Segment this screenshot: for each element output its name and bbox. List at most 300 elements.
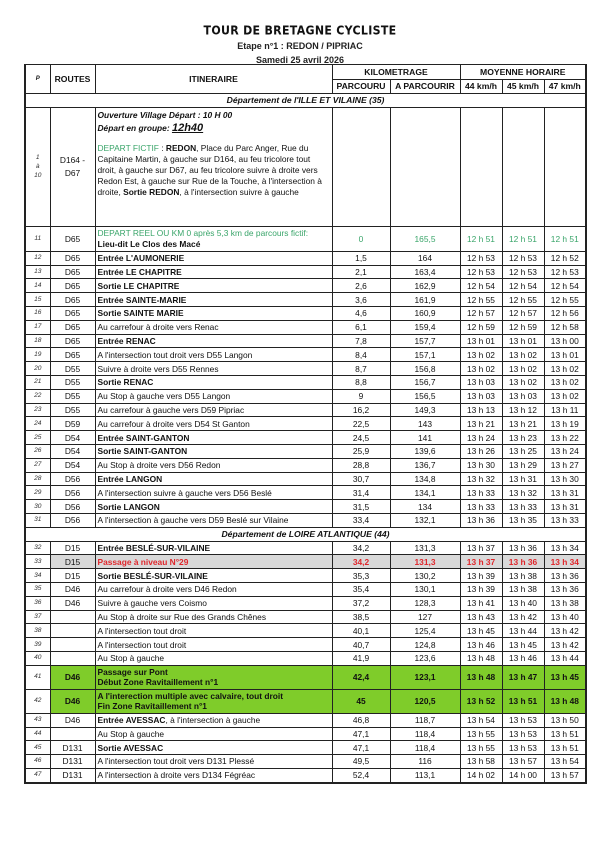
row-itineraire: Sortie LE CHAPITRE <box>95 279 332 293</box>
row-t47: 13 h 51 <box>544 741 586 755</box>
row-route: D55 <box>50 389 95 403</box>
intro-km <box>332 107 390 226</box>
fictif-label: DEPART FICTIF <box>97 142 159 153</box>
row-itineraire: Entrée SAINTE-MARIE <box>95 293 332 307</box>
table-row <box>25 610 586 624</box>
row-t44: 13 h 45 <box>460 624 502 638</box>
row-km: 52,4 <box>332 768 390 782</box>
row-rest: 130,2 <box>390 569 460 583</box>
row-t44: 13 h 02 <box>460 362 502 376</box>
row-km: 8,8 <box>332 375 390 389</box>
row-t45: 12 h 59 <box>502 320 544 334</box>
row-km: 25,9 <box>332 444 390 458</box>
row-t47: 13 h 57 <box>544 768 586 782</box>
row-itineraire: A l'intersection à gauche vers D59 Beslé sur Vilaine <box>95 513 332 527</box>
group-departure <box>98 123 330 134</box>
table-row <box>25 472 586 486</box>
row-t44: 13 h 26 <box>460 444 502 458</box>
col-header-47: 47 km/h <box>544 79 586 94</box>
row-km: 35,3 <box>332 569 390 583</box>
intro-p-mid: à <box>35 163 40 171</box>
row-t44: 13 h 43 <box>460 610 502 624</box>
col-header-itineraire: ITINERAIRE <box>95 65 332 94</box>
fictif-text-1: , Place du Parc Anger, Rue du Capitaine Martin, à gauche sur D164, au feu tricolore tout droit, à gauche sur D67, au feu tricolore suivre à droite vers Redon Est, à gauche sur Rue de la Touche, à l'intersection à droite, <box>97 142 322 197</box>
row-t44: 13 h 55 <box>460 741 502 755</box>
row-itineraire: Au Stop à gauche vers D55 Langon <box>95 389 332 403</box>
row-t44: 12 h 59 <box>460 320 502 334</box>
row-t45: 13 h 36 <box>502 541 544 555</box>
row-t44: 13 h 33 <box>460 500 502 514</box>
table-row <box>25 320 586 334</box>
row-km: 28,8 <box>332 458 390 472</box>
row-route: D56 <box>50 500 95 514</box>
row-route: D131 <box>50 741 95 755</box>
row-km: 22,5 <box>332 417 390 431</box>
ravitaillement-line1: Passage sur Pont <box>97 666 168 677</box>
start-line-2: Lieu-dit Le Clos des Macé <box>97 238 201 249</box>
row-itineraire: Sortie BESLÉ-SUR-VILAINE <box>95 569 332 583</box>
row-rest: 143 <box>390 417 460 431</box>
row-t44: 13 h 02 <box>460 348 502 362</box>
row-t44: 13 h 03 <box>460 375 502 389</box>
row-p: 37 <box>25 610 50 624</box>
row-rest: 118,4 <box>390 727 460 741</box>
row-route: D15 <box>50 541 95 555</box>
row-route: D65 <box>50 265 95 279</box>
row-t45: 13 h 53 <box>502 713 544 727</box>
row-p: 27 <box>25 458 50 472</box>
row-route <box>50 624 95 638</box>
row-rest: 132,1 <box>390 513 460 527</box>
row-rest: 156,7 <box>390 375 460 389</box>
row-t44: 13 h 58 <box>460 755 502 769</box>
row-rest: 124,8 <box>390 638 460 652</box>
row-p: 30 <box>25 500 50 514</box>
row-t45: 13 h 12 <box>502 403 544 417</box>
row-t44: 13 h 37 <box>460 555 502 569</box>
row-p: 46 <box>25 755 50 769</box>
fictif-sep: : <box>158 142 166 153</box>
row-t45: 13 h 38 <box>502 569 544 583</box>
row-t47: 13 h 50 <box>544 713 586 727</box>
row-t45: 13 h 44 <box>502 624 544 638</box>
row-t45: 13 h 33 <box>502 500 544 514</box>
row-km: 35,4 <box>332 582 390 596</box>
row-rest: 118,7 <box>390 713 460 727</box>
intro-routes <box>50 107 95 226</box>
row-t45: 13 h 29 <box>502 458 544 472</box>
roadbook-table <box>24 64 587 784</box>
row43-text: , à l'intersection à gauche <box>165 715 261 726</box>
department-label: Département de LOIRE ATLANTIQUE (44) <box>25 527 586 541</box>
row-p: 40 <box>25 651 50 665</box>
row-km: 47,1 <box>332 727 390 741</box>
department-row <box>25 94 586 108</box>
row-t44: 13 h 32 <box>460 472 502 486</box>
row-t47: 13 h 42 <box>544 624 586 638</box>
row-rest: 120,5 <box>390 689 460 713</box>
row-km: 38,5 <box>332 610 390 624</box>
row-t44: 12 h 57 <box>460 306 502 320</box>
row-t44: 13 h 55 <box>460 727 502 741</box>
row-km: 16,2 <box>332 403 390 417</box>
table-row <box>25 458 586 472</box>
row-itineraire: Au Stop à droite vers D56 Redon <box>95 458 332 472</box>
row-t44: 13 h 46 <box>460 638 502 652</box>
row-itineraire: A l'intersection tout droit <box>95 638 332 652</box>
row-km: 31,5 <box>332 500 390 514</box>
fictif-text-2: , à l'intersection suivre à gauche <box>179 186 299 197</box>
table-row <box>25 651 586 665</box>
department-row <box>25 527 586 541</box>
row-itineraire <box>95 665 332 689</box>
row-itineraire: Au carrefour à droite vers D46 Redon <box>95 582 332 596</box>
table-row <box>25 389 586 403</box>
start-line-1: DEPART REEL OU KM 0 après 5,3 km de parcours fictif: <box>97 228 309 239</box>
row-itineraire <box>95 713 332 727</box>
intro-itineraire <box>95 107 332 226</box>
row-km: 49,5 <box>332 755 390 769</box>
row-p: 24 <box>25 417 50 431</box>
row-t44: 13 h 21 <box>460 417 502 431</box>
row-p: 42 <box>25 689 50 713</box>
intro-t47 <box>544 107 586 226</box>
row-p: 38 <box>25 624 50 638</box>
row-t44: 13 h 03 <box>460 389 502 403</box>
row-km: 8,4 <box>332 348 390 362</box>
row-p: 28 <box>25 472 50 486</box>
row-km: 31,4 <box>332 486 390 500</box>
row-t47: 13 h 34 <box>544 541 586 555</box>
row-t47: 12 h 53 <box>544 265 586 279</box>
table-row <box>25 251 586 265</box>
fictif-sortie: Sortie REDON <box>123 186 180 197</box>
row-itineraire: Au Stop à gauche <box>95 727 332 741</box>
row-rest: 156,8 <box>390 362 460 376</box>
row-p: 12 <box>25 251 50 265</box>
row-rest: 139,6 <box>390 444 460 458</box>
row-km: 33,4 <box>332 513 390 527</box>
row-route: D56 <box>50 513 95 527</box>
row-km: 1,5 <box>332 251 390 265</box>
row-t44: 13 h 13 <box>460 403 502 417</box>
row-t47: 13 h 36 <box>544 582 586 596</box>
table-row <box>25 348 586 362</box>
row-p: 19 <box>25 348 50 362</box>
stage-subtitle: Etape n°1 : REDON / PIPRIAC <box>237 41 363 51</box>
row-itineraire: A l'intersection tout droit <box>95 624 332 638</box>
row-rest: 164 <box>390 251 460 265</box>
row-t45: 12 h 51 <box>502 226 544 251</box>
row-p: 17 <box>25 320 50 334</box>
table-row <box>25 727 586 741</box>
row-route: D54 <box>50 458 95 472</box>
row-t47: 13 h 02 <box>544 362 586 376</box>
row-itineraire: Au Stop à gauche <box>95 651 332 665</box>
row-km: 6,1 <box>332 320 390 334</box>
row-route: D46 <box>50 596 95 610</box>
row-route: D55 <box>50 362 95 376</box>
row-t47: 13 h 45 <box>544 665 586 689</box>
row-t47: 12 h 56 <box>544 306 586 320</box>
row-km: 42,4 <box>332 665 390 689</box>
table-row <box>25 768 586 782</box>
row-rest: 134,8 <box>390 472 460 486</box>
row-t44: 13 h 36 <box>460 513 502 527</box>
row-t45: 13 h 38 <box>502 582 544 596</box>
row-itineraire: Entrée LANGON <box>95 472 332 486</box>
table-row <box>25 569 586 583</box>
table-row <box>25 624 586 638</box>
fictif-city: REDON <box>165 142 197 153</box>
row-km: 7,8 <box>332 334 390 348</box>
row-itineraire: Entrée LE CHAPITRE <box>95 265 332 279</box>
row-t47: 12 h 52 <box>544 251 586 265</box>
row-rest: 123,6 <box>390 651 460 665</box>
table-row <box>25 755 586 769</box>
table-row <box>25 265 586 279</box>
intro-t45 <box>502 107 544 226</box>
row-route: D65 <box>50 293 95 307</box>
table-row <box>25 417 586 431</box>
row-t47: 12 h 58 <box>544 320 586 334</box>
row-t44: 12 h 51 <box>460 226 502 251</box>
row-t45: 14 h 00 <box>502 768 544 782</box>
row-rest: 125,4 <box>390 624 460 638</box>
row-t45: 13 h 32 <box>502 486 544 500</box>
row-p: 11 <box>25 226 50 251</box>
row-route: D55 <box>50 403 95 417</box>
row-t44: 12 h 53 <box>460 251 502 265</box>
row-t47: 13 h 44 <box>544 651 586 665</box>
row-route: D65 <box>50 226 95 251</box>
row-t45: 13 h 40 <box>502 596 544 610</box>
row-t47: 13 h 30 <box>544 472 586 486</box>
group-departure-label: Départ en groupe: <box>97 122 172 133</box>
row-t44: 13 h 52 <box>460 689 502 713</box>
row-itineraire: Sortie SAINTE MARIE <box>95 306 332 320</box>
col-header-p: P <box>25 65 50 94</box>
table-row <box>25 541 586 555</box>
row-itineraire: Entrée L'AUMONERIE <box>95 251 332 265</box>
row-km: 2,1 <box>332 265 390 279</box>
row-km: 8,7 <box>332 362 390 376</box>
row-itineraire: Sortie SAINT-GANTON <box>95 444 332 458</box>
row-route: D65 <box>50 320 95 334</box>
row-t45: 13 h 35 <box>502 513 544 527</box>
row-route: D59 <box>50 417 95 431</box>
row-rest: 141 <box>390 431 460 445</box>
row-t47: 13 h 51 <box>544 727 586 741</box>
table-row <box>25 713 586 727</box>
row-t47: 13 h 31 <box>544 500 586 514</box>
intro-p-bot: 10 <box>34 172 42 180</box>
row-t44: 13 h 41 <box>460 596 502 610</box>
row-t44: 13 h 54 <box>460 713 502 727</box>
row-route <box>50 638 95 652</box>
row-itineraire: Passage à niveau N°29 <box>95 555 332 569</box>
row-t47: 13 h 11 <box>544 403 586 417</box>
col-header-routes: ROUTES <box>50 65 95 94</box>
row-route: D54 <box>50 431 95 445</box>
col-header-moyenne: MOYENNE HORAIRE <box>460 65 586 80</box>
intro-route-2: D67 <box>64 167 81 178</box>
row-itineraire: A l'intersection à droite vers D134 Fégréac <box>95 768 332 782</box>
row-p: 18 <box>25 334 50 348</box>
row-t47: 13 h 48 <box>544 689 586 713</box>
row-km: 41,9 <box>332 651 390 665</box>
row-t44: 13 h 01 <box>460 334 502 348</box>
row-rest: 165,5 <box>390 226 460 251</box>
row-rest: 136,7 <box>390 458 460 472</box>
fictif-paragraph <box>98 143 322 197</box>
row-rest: 130,1 <box>390 582 460 596</box>
row-rest: 156,5 <box>390 389 460 403</box>
village-opening: Ouverture Village Départ : 10 H 00 <box>97 109 233 120</box>
table-row <box>25 596 586 610</box>
row-t45: 13 h 36 <box>502 555 544 569</box>
row-t45: 13 h 25 <box>502 444 544 458</box>
row-t44: 13 h 39 <box>460 569 502 583</box>
row-t45: 13 h 03 <box>502 389 544 403</box>
table-row <box>25 513 586 527</box>
row-t45: 13 h 45 <box>502 638 544 652</box>
row-route: D54 <box>50 444 95 458</box>
row-km: 0 <box>332 226 390 251</box>
start-row <box>25 226 586 251</box>
group-departure-time: 12h40 <box>171 121 204 134</box>
col-header-kilometrage: KILOMETRAGE <box>332 65 460 80</box>
row-route: D65 <box>50 279 95 293</box>
row-t47: 13 h 38 <box>544 596 586 610</box>
row-t45: 13 h 02 <box>502 375 544 389</box>
row-p: 43 <box>25 713 50 727</box>
row-t44: 12 h 55 <box>460 293 502 307</box>
row-route <box>50 651 95 665</box>
row-t45: 13 h 02 <box>502 348 544 362</box>
row-p: 45 <box>25 741 50 755</box>
ravitaillement-row <box>25 689 586 713</box>
row-km: 40,1 <box>332 624 390 638</box>
row-itineraire: A l'intersection tout droit vers D55 Langon <box>95 348 332 362</box>
row-itineraire: Au carrefour à droite vers D54 St Ganton <box>95 417 332 431</box>
row-p: 14 <box>25 279 50 293</box>
table-row <box>25 444 586 458</box>
row-km: 24,5 <box>332 431 390 445</box>
row-t45: 13 h 46 <box>502 651 544 665</box>
row-route: D65 <box>50 334 95 348</box>
row-route: D131 <box>50 755 95 769</box>
row-rest: 127 <box>390 610 460 624</box>
row-t44: 13 h 39 <box>460 582 502 596</box>
row-p: 16 <box>25 306 50 320</box>
row-t44: 14 h 02 <box>460 768 502 782</box>
row-km: 30,7 <box>332 472 390 486</box>
intro-p <box>25 107 50 226</box>
table-row <box>25 362 586 376</box>
row-itineraire: Au carrefour à gauche vers D59 Pipriac <box>95 403 332 417</box>
intro-t44 <box>460 107 502 226</box>
row-t47: 13 h 01 <box>544 348 586 362</box>
ravitaillement-line1: A l'interection multiple avec calvaire, tout droit <box>97 690 284 701</box>
row-t45: 12 h 55 <box>502 293 544 307</box>
row-t45: 12 h 57 <box>502 306 544 320</box>
table-row <box>25 431 586 445</box>
row-km: 46,8 <box>332 713 390 727</box>
row-route: D131 <box>50 768 95 782</box>
row-km: 2,6 <box>332 279 390 293</box>
row-rest: 131,3 <box>390 555 460 569</box>
spacer <box>98 134 330 143</box>
row-t45: 13 h 57 <box>502 755 544 769</box>
row-itineraire: Au carrefour à droite vers Renac <box>95 320 332 334</box>
col-header-parcouru: PARCOURU <box>332 79 390 94</box>
race-title: TOUR DE BRETAGNE CYCLISTE <box>203 23 397 38</box>
row-t44: 12 h 54 <box>460 279 502 293</box>
row-t47: 13 h 02 <box>544 375 586 389</box>
row-p: 35 <box>25 582 50 596</box>
row-km: 4,6 <box>332 306 390 320</box>
row-itineraire: Entrée SAINT-GANTON <box>95 431 332 445</box>
row-route <box>50 727 95 741</box>
row-route: D46 <box>50 665 95 689</box>
row-p: 34 <box>25 569 50 583</box>
row-itineraire <box>95 689 332 713</box>
row-t45: 13 h 42 <box>502 610 544 624</box>
row-rest: 116 <box>390 755 460 769</box>
row-rest: 149,3 <box>390 403 460 417</box>
row-t47: 13 h 54 <box>544 755 586 769</box>
row-p: 39 <box>25 638 50 652</box>
row-itineraire: Suivre à droite vers D55 Rennes <box>95 362 332 376</box>
row-route: D56 <box>50 486 95 500</box>
row-route: D46 <box>50 689 95 713</box>
row-t44: 13 h 37 <box>460 541 502 555</box>
row-t45: 13 h 31 <box>502 472 544 486</box>
row-rest: 160,9 <box>390 306 460 320</box>
row-itineraire: Au Stop à droite sur Rue des Grands Chênes <box>95 610 332 624</box>
row-t47: 12 h 51 <box>544 226 586 251</box>
row-rest: 113,1 <box>390 768 460 782</box>
row-itineraire: Sortie AVESSAC <box>95 741 332 755</box>
row-p: 25 <box>25 431 50 445</box>
row-t47: 13 h 36 <box>544 569 586 583</box>
row-km: 40,7 <box>332 638 390 652</box>
row-t44: 13 h 30 <box>460 458 502 472</box>
row-p: 13 <box>25 265 50 279</box>
intro-row <box>25 107 586 226</box>
row-t45: 13 h 02 <box>502 362 544 376</box>
row-t45: 13 h 23 <box>502 431 544 445</box>
row-itineraire: Sortie LANGON <box>95 500 332 514</box>
row-t45: 12 h 54 <box>502 279 544 293</box>
table-row <box>25 375 586 389</box>
row-p: 29 <box>25 486 50 500</box>
row-route: D46 <box>50 582 95 596</box>
row-p: 21 <box>25 375 50 389</box>
row-t47: 13 h 42 <box>544 638 586 652</box>
row-rest: 128,3 <box>390 596 460 610</box>
row-t44: 13 h 48 <box>460 651 502 665</box>
row-t47: 13 h 27 <box>544 458 586 472</box>
row-p: 23 <box>25 403 50 417</box>
row-p: 22 <box>25 389 50 403</box>
row-t47: 13 h 24 <box>544 444 586 458</box>
department-label: Département de l'ILLE ET VILAINE (35) <box>25 94 586 108</box>
row-km: 37,2 <box>332 596 390 610</box>
row-km: 34,2 <box>332 555 390 569</box>
row-itineraire: Sortie RENAC <box>95 375 332 389</box>
